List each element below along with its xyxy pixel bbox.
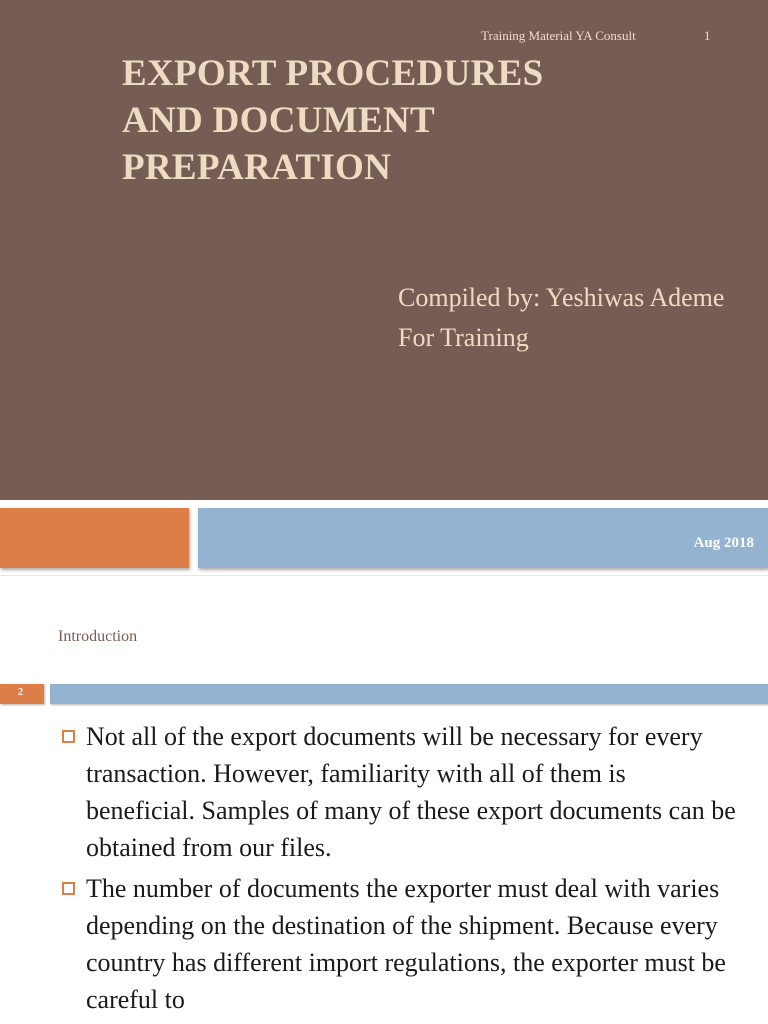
bullet-text: The number of documents the exporter must deal with varies depending on the destination of the shipment. Because every country has different import regulations, the exporter must be careful to [86,874,726,1014]
bullet-list [60,718,740,1022]
slide-subtitle [398,278,724,358]
bullet-text: Not all of the export documents will be necessary for every transaction. However, familiarity with all of them is beneficial. Samples of many of these export documents can be obtained from our files. [86,722,736,862]
slide-title [122,50,642,191]
title-slide [0,0,768,500]
title-line: AND DOCUMENT [122,100,435,141]
bullet-item [60,870,740,1018]
slide-date: Aug 2018 [693,535,754,551]
slide-number: 1 [704,28,711,43]
slide-number: 2 [18,687,23,698]
section-title: Introduction [58,628,138,645]
subtitle-line: For Training [398,323,529,352]
header-note: Training Material YA Consult [481,28,636,43]
slide-gap [0,500,768,508]
footer-accent-orange [0,508,189,568]
hollow-square-bullet-icon [62,882,75,895]
subtitle-line: Compiled by: Yeshiwas Ademe [398,283,725,312]
title-line: PREPARATION [122,147,392,188]
footer-accent-blue [198,508,768,568]
hollow-square-bullet-icon [62,730,75,743]
bullet-item [60,718,740,866]
header-accent-blue [50,684,768,704]
title-line: EXPORT PROCEDURES [122,53,544,94]
slide-divider [0,575,768,576]
